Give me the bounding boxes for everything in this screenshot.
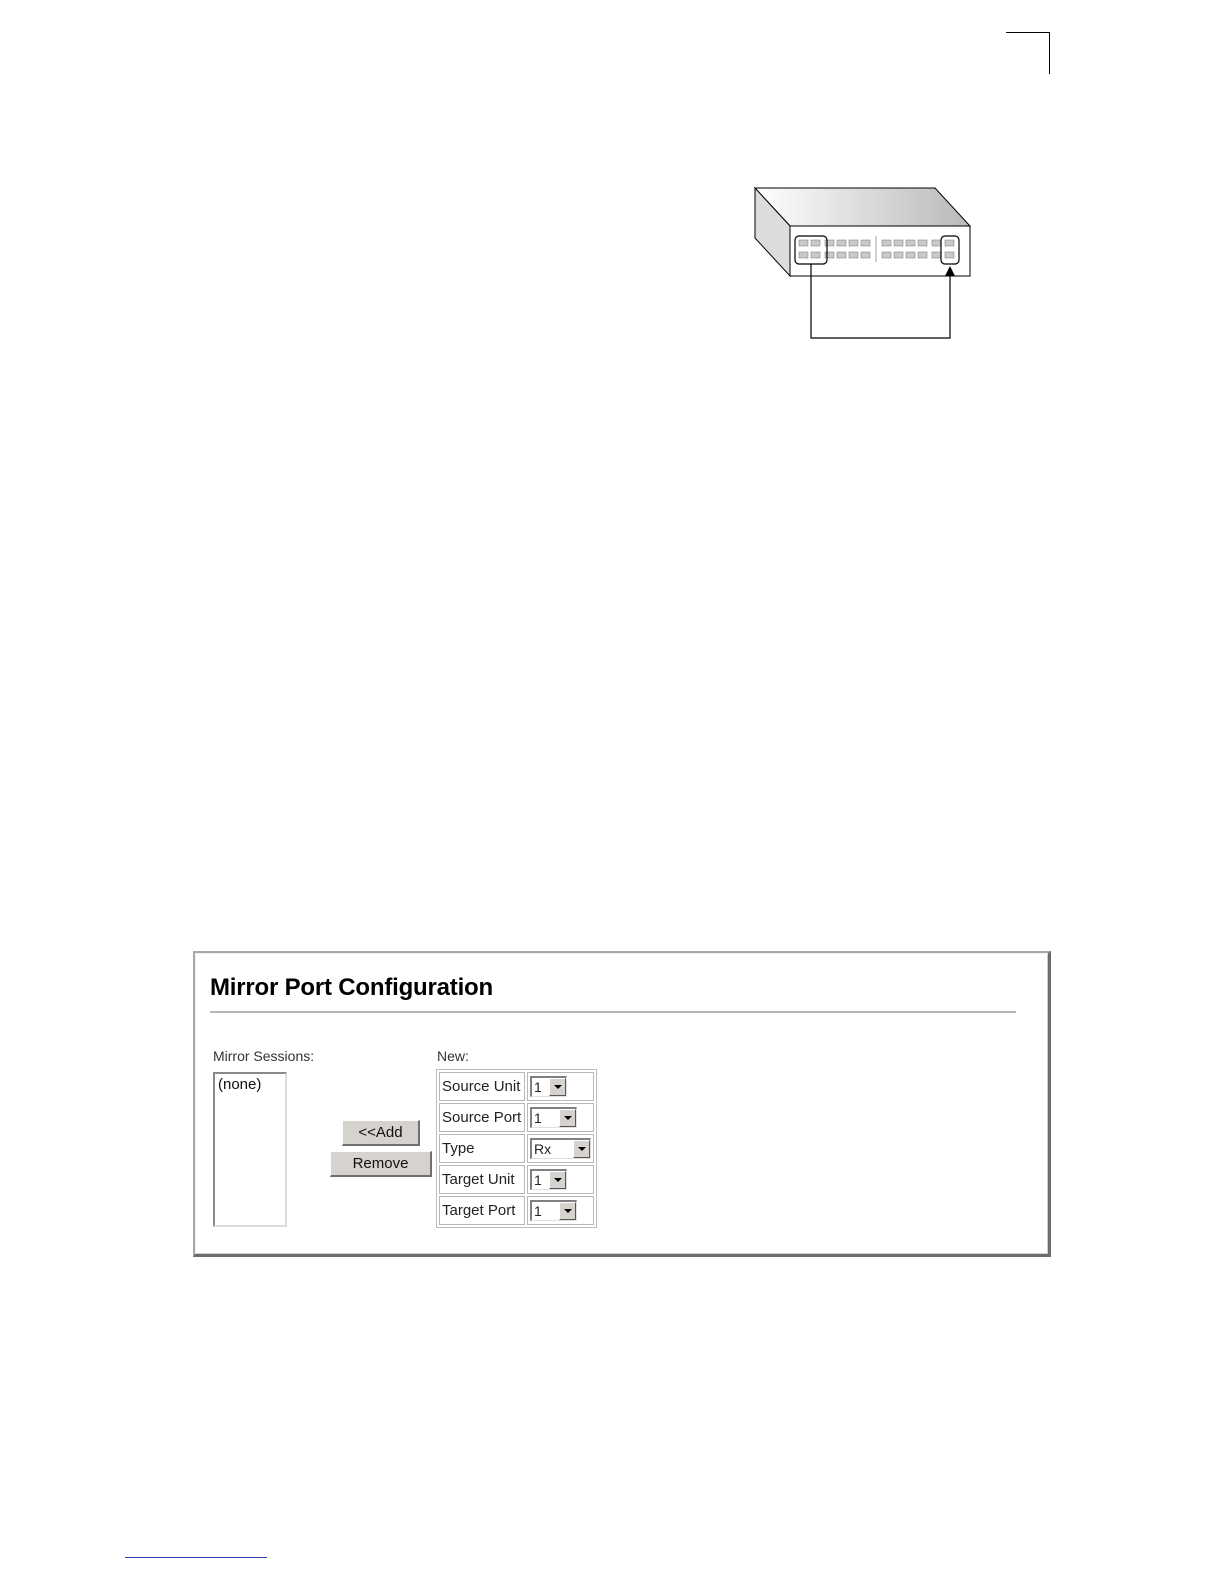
- type-label: Type: [439, 1134, 525, 1163]
- mirror-sessions-label: Mirror Sessions:: [213, 1048, 315, 1064]
- chevron-down-icon[interactable]: [549, 1171, 566, 1189]
- source-unit-row: [439, 1072, 594, 1101]
- new-label: New:: [437, 1048, 469, 1064]
- mirror-port-configuration-panel: [193, 951, 1051, 1257]
- source-port-cell: [527, 1103, 594, 1132]
- target-unit-row: [439, 1165, 594, 1194]
- target-port-select[interactable]: [530, 1200, 577, 1221]
- type-row: [439, 1134, 594, 1163]
- target-port-value: 1: [534, 1203, 542, 1219]
- source-port-label: Source Port: [439, 1103, 525, 1132]
- chevron-down-icon[interactable]: [559, 1202, 576, 1220]
- source-unit-cell: [527, 1072, 594, 1101]
- source-unit-label: Source Unit: [439, 1072, 525, 1101]
- source-port-row: [439, 1103, 594, 1132]
- type-select[interactable]: [530, 1138, 591, 1159]
- target-port-row: [439, 1196, 594, 1225]
- footer-link-rule: [125, 1557, 267, 1558]
- source-unit-value: 1: [534, 1079, 542, 1095]
- list-item[interactable]: (none): [218, 1076, 262, 1093]
- chevron-down-icon[interactable]: [559, 1109, 576, 1127]
- title-divider: [210, 1011, 1016, 1013]
- remove-button[interactable]: Remove: [330, 1151, 432, 1177]
- page-corner-mark: [1006, 32, 1050, 74]
- type-cell: [527, 1134, 594, 1163]
- source-unit-select[interactable]: [530, 1076, 567, 1097]
- network-switch-icon: [755, 188, 970, 276]
- target-unit-select[interactable]: [530, 1169, 567, 1190]
- target-unit-label: Target Unit: [439, 1165, 525, 1194]
- switch-diagram: [745, 180, 985, 350]
- source-port-value: 1: [534, 1110, 542, 1126]
- target-unit-cell: [527, 1165, 594, 1194]
- target-unit-value: 1: [534, 1172, 542, 1188]
- mirror-sessions-list[interactable]: [213, 1072, 287, 1227]
- chevron-down-icon[interactable]: [549, 1078, 566, 1096]
- add-button[interactable]: <<Add: [342, 1120, 420, 1146]
- source-port-select[interactable]: [530, 1107, 577, 1128]
- type-value: Rx: [534, 1141, 552, 1157]
- page-title: Mirror Port Configuration: [210, 974, 493, 1001]
- target-port-label: Target Port: [439, 1196, 525, 1225]
- panel-inner: [195, 953, 1048, 1254]
- chevron-down-icon[interactable]: [573, 1140, 590, 1158]
- target-port-cell: [527, 1196, 594, 1225]
- new-session-form: [436, 1069, 597, 1228]
